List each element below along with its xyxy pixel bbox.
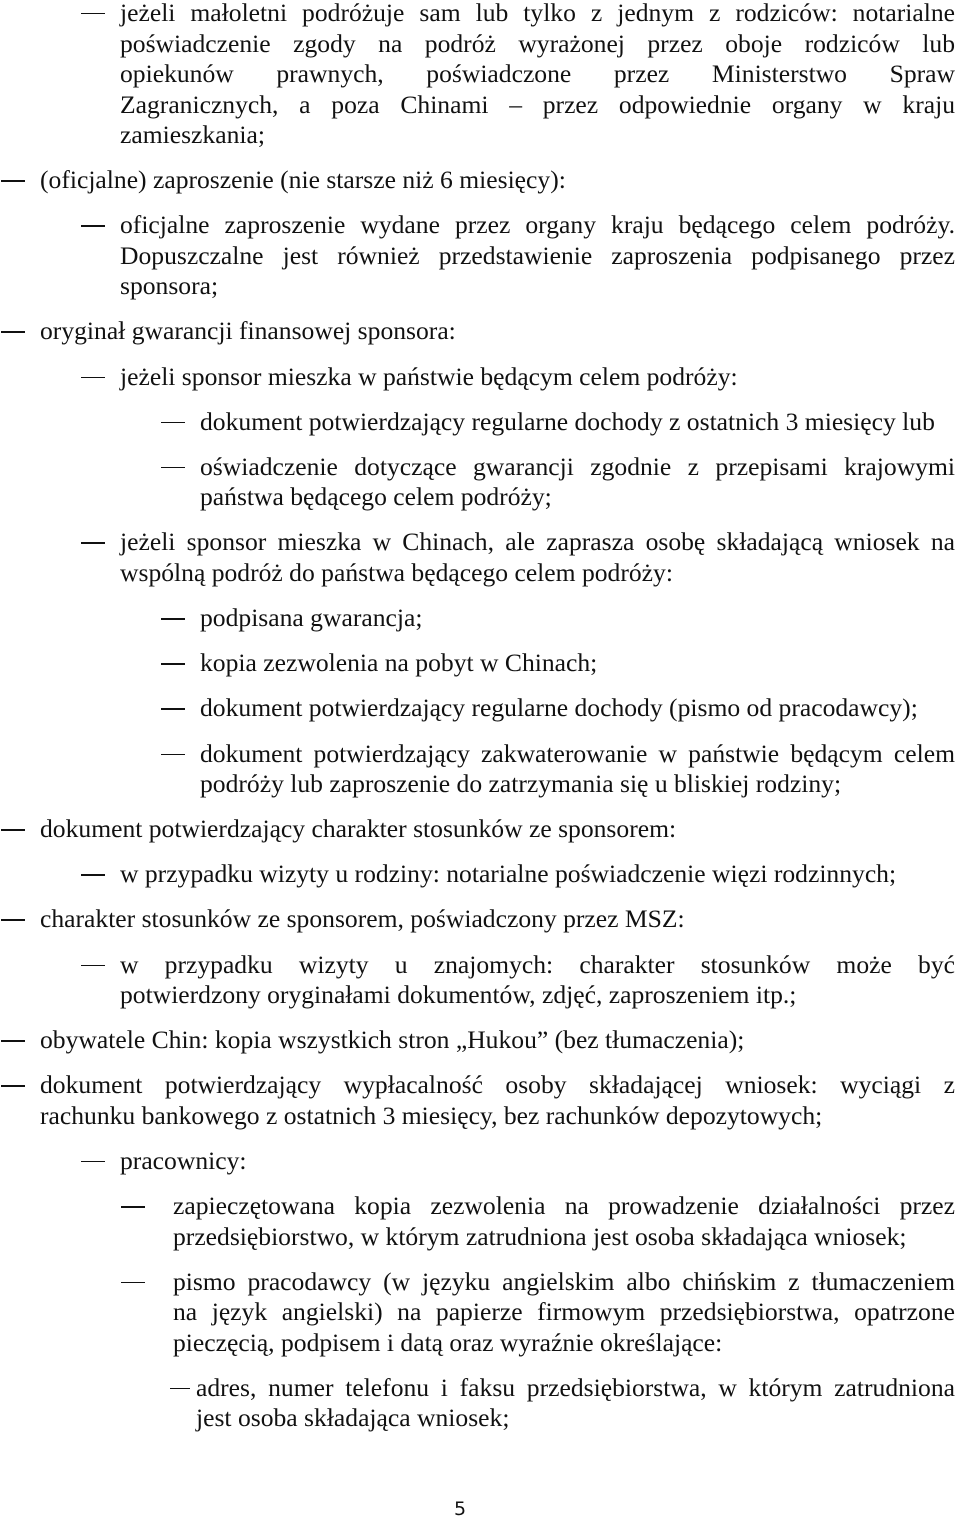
list-item: [0, 739, 960, 800]
dash-bullet: [161, 467, 185, 468]
dash-bullet: [1, 180, 25, 181]
list-item: [0, 648, 960, 679]
list-item: [0, 407, 960, 438]
text-line: opiekunów prawnych, poświadczone przez Ministerstwo Spraw: [120, 59, 955, 88]
dash-bullet: [161, 618, 185, 619]
list-item: [0, 1373, 960, 1434]
text-line: dokument potwierdzający regularne dochody z ostatnich 3 miesięcy lub: [200, 406, 935, 436]
text-line: Dopuszczalne jest również przedstawienie zaproszenia podpisanego przez: [120, 240, 955, 270]
text-line: na język angielski) na papierze firmowym przedsiębiorstwa, opatrzone: [173, 1297, 955, 1327]
dash-bullet: [81, 377, 105, 378]
list-item: [0, 814, 960, 845]
list-item: [0, 527, 960, 588]
text-line: dokument potwierdzający wypłacalność osoby składającej wniosek: wyciągi z: [40, 1070, 955, 1100]
list-item: [0, 904, 960, 935]
list-item-text: [40, 316, 955, 347]
list-item-text: [173, 1191, 955, 1252]
dash-bullet: [81, 1161, 105, 1162]
dash-bullet: [81, 542, 105, 543]
text-line: pismo pracodawcy (w języku angielskim albo chińskim z tłumaczeniem: [173, 1266, 955, 1296]
list-item-text: [200, 407, 955, 438]
list-item: [0, 950, 960, 1011]
list-item-text: [40, 904, 955, 935]
text-line: w przypadku wizyty u znajomych: charakter stosunków może być: [120, 949, 955, 979]
list-item: [0, 316, 960, 347]
list-item: [0, 1146, 960, 1177]
text-line: państwa będącego celem podróży;: [200, 482, 552, 512]
list-item-text: [196, 1373, 955, 1434]
text-line: dokument potwierdzający zakwaterowanie w państwie będącym celem: [200, 738, 955, 768]
dash-bullet: [81, 225, 105, 226]
dash-bullet: [121, 1282, 145, 1283]
dash-bullet: [161, 754, 185, 755]
list-item: [0, 0, 960, 151]
text-line: dokument potwierdzający charakter stosunków ze sponsorem:: [40, 814, 677, 844]
text-line: pracownicy:: [120, 1146, 247, 1176]
text-line: dokument potwierdzający regularne dochody (pismo od pracodawcy);: [200, 693, 918, 723]
list-item-text: [200, 603, 955, 634]
list-item-text: [120, 527, 955, 588]
text-line: jeżeli sponsor mieszka w Chinach, ale zaprasza osobę składającą wniosek na: [120, 527, 955, 557]
text-line: podróży lub zaproszenie do zatrzymania się u bliskiej rodziny;: [200, 769, 842, 799]
dash-bullet: [161, 422, 185, 423]
dash-bullet: [81, 965, 105, 966]
list-item: [0, 1070, 960, 1131]
list-item-text: [200, 739, 955, 800]
text-line: zapieczętowana kopia zezwolenia na prowadzenie działalności przez: [173, 1191, 955, 1221]
list-item: [0, 1191, 960, 1252]
dash-bullet: [1, 1040, 25, 1041]
dash-bullet: [121, 1206, 145, 1207]
dash-bullet: [161, 663, 185, 664]
text-line: jeżeli małoletni podróżuje sam lub tylko z jednym z rodziców: notarialne: [120, 0, 955, 27]
dash-bullet: [81, 874, 105, 875]
list-item: [0, 603, 960, 634]
text-line: w przypadku wizyty u rodziny: notarialne poświadczenie więzi rodzinnych;: [120, 859, 897, 889]
text-line: oficjalne zaproszenie wydane przez organy kraju będącego celem podróży.: [120, 210, 955, 240]
list-item: [0, 452, 960, 513]
list-item-text: [40, 1025, 955, 1056]
list-item: [0, 1267, 960, 1359]
text-line: poświadczenie zgody na podróż wyrażonej przez oboje rodziców lub: [120, 28, 955, 58]
dash-bullet: [1, 331, 25, 332]
text-line: wspólną podróż do państwa będącego celem podróży:: [120, 557, 673, 587]
text-line: sponsora;: [120, 271, 219, 301]
text-line: oryginał gwarancji finansowej sponsora:: [40, 316, 456, 346]
list-item: [0, 165, 960, 196]
text-line: oświadczenie dotyczące gwarancji zgodnie z przepisami krajowymi: [200, 451, 955, 481]
text-line: obywatele Chin: kopia wszystkich stron „Hukou” (bez tłumaczenia);: [40, 1025, 745, 1055]
list-item-text: [120, 859, 955, 890]
text-line: charakter stosunków ze sponsorem, poświadczony przez MSZ:: [40, 904, 685, 934]
list-item: [0, 1025, 960, 1056]
list-item-text: [120, 362, 955, 393]
dash-bullet: [81, 13, 105, 14]
list-item-text: [200, 693, 955, 724]
list-item-text: [120, 0, 955, 151]
list-item-text: [40, 814, 955, 845]
list-item-text: [120, 210, 955, 302]
page-number: 5: [454, 1498, 467, 1520]
text-line: pieczęcią, podpisem i datą oraz wyraźnie określające:: [173, 1327, 723, 1357]
list-item: [0, 693, 960, 724]
text-line: rachunku bankowego z ostatnich 3 miesięcy, bez rachunków depozytowych;: [40, 1100, 823, 1130]
text-line: przedsiębiorstwo, w którym zatrudniona jest osoba składająca wniosek;: [173, 1221, 907, 1251]
dash-bullet: [1, 1085, 25, 1086]
text-line: podpisana gwarancja;: [200, 603, 423, 633]
dash-bullet: [1, 919, 25, 920]
list-item-text: [173, 1267, 955, 1359]
text-line: jeżeli sponsor mieszka w państwie będącym celem podróży:: [120, 361, 738, 391]
list-item-text: [120, 1146, 955, 1177]
list-item-text: [120, 950, 955, 1011]
text-line: jest osoba składająca wniosek;: [196, 1403, 510, 1433]
text-line: kopia zezwolenia na pobyt w Chinach;: [200, 648, 598, 678]
list-item-text: [200, 452, 955, 513]
text-line: (oficjalne) zaproszenie (nie starsze niż 6 miesięcy):: [40, 165, 566, 195]
dash-bullet: [1, 829, 25, 830]
list-item: [0, 362, 960, 393]
list-item: [0, 859, 960, 890]
list-item: [0, 210, 960, 302]
text-line: Zagranicznych, a poza Chinami – przez odpowiednie organy w kraju: [120, 89, 955, 119]
list-item-text: [40, 165, 955, 196]
text-line: potwierdzony oryginałami dokumentów, zdjęć, zaproszeniem itp.;: [120, 980, 797, 1010]
dash-bullet: [170, 1388, 190, 1389]
text-line: zamieszkania;: [120, 120, 265, 149]
list-item-text: [200, 648, 955, 679]
dash-bullet: [161, 708, 185, 709]
list-item-text: [40, 1070, 955, 1131]
text-line: adres, numer telefonu i faksu przedsiębiorstwa, w którym zatrudniona: [196, 1372, 955, 1402]
